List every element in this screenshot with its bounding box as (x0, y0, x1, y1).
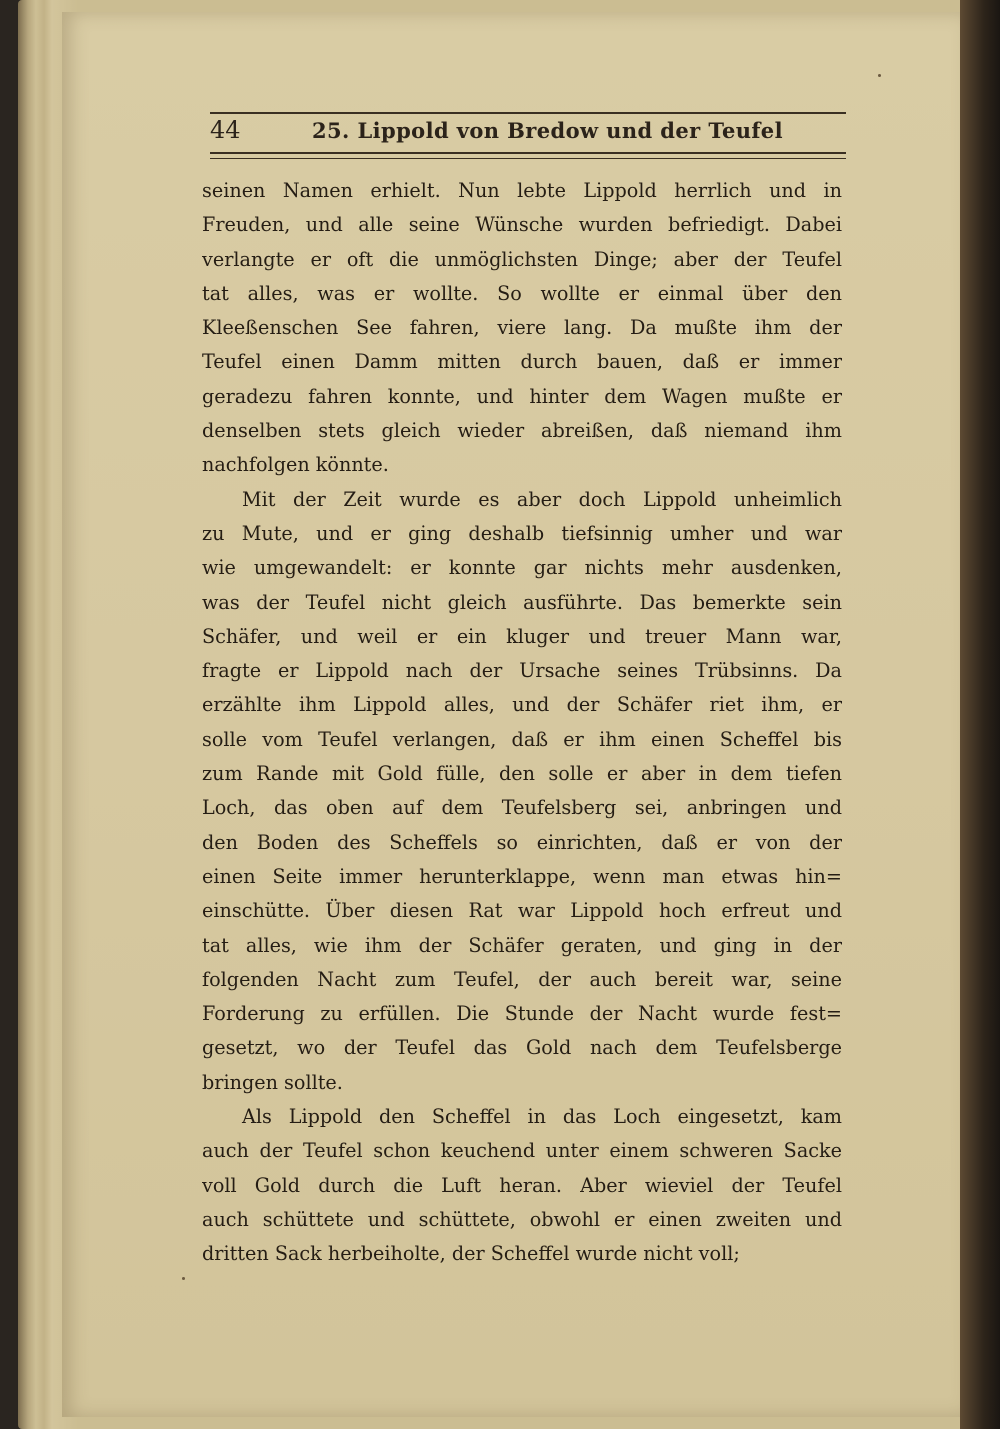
body-text (202, 174, 842, 1272)
paper-speck (878, 74, 881, 77)
paragraph (202, 483, 842, 1100)
running-header (210, 104, 846, 166)
page-number: 44 (210, 116, 241, 144)
text-line: seinen Namen erhielt. Nun lebte Lippold herrlich und in (202, 179, 842, 202)
header-rule-bottom-thin (210, 158, 846, 159)
text-line: wie umgewandelt: er konnte gar nichts mehr ausdenken, (202, 556, 842, 580)
text-line: denselben stets gleich wieder abreißen, daß niemand ihm (202, 419, 842, 443)
text-line: geradezu fahren konnte, und hinter dem Wagen mußte er (202, 384, 842, 408)
header-rule-top (210, 112, 846, 114)
text-line: erzählte ihm Lippold alles, und der Schäfer riet ihm, er (202, 693, 842, 717)
paragraph (202, 174, 842, 483)
text-line: Freuden, und alle seine Wünsche wurden befriedigt. Dabei (202, 213, 842, 237)
text-line: folgenden Nacht zum Teufel, der auch bereit war, seine (202, 967, 842, 991)
text-line: Kleeßenschen See fahren, viere lang. Da mußte ihm der (202, 316, 842, 340)
text-line: zum Rande mit Gold fülle, den solle er aber in dem tiefen (202, 762, 842, 786)
running-title: 25. Lippold von Bredow und der Teufel (312, 118, 783, 143)
text-line: Mit der Zeit wurde es aber doch Lippold unheimlich (242, 487, 842, 511)
text-line: auch der Teufel schon keuchend unter einem schweren Sacke (202, 1139, 842, 1163)
text-line: was der Teufel nicht gleich ausführte. Das bemerkte sein (202, 590, 842, 614)
text-line: nachfolgen könnte. (202, 453, 389, 477)
text-line: Teufel einen Damm mitten durch bauen, daß er immer (202, 350, 842, 374)
text-line: fragte er Lippold nach der Ursache seines Trübsinns. Da (202, 659, 842, 683)
text-line: auch schüttete und schüttete, obwohl er einen zweiten und (202, 1207, 842, 1231)
text-line: einschütte. Über diesen Rat war Lippold hoch erfreut und (202, 899, 842, 923)
text-line: zu Mute, und er ging deshalb tiefsinnig umher und war (202, 521, 842, 545)
paper-speck (182, 1277, 185, 1280)
header-rule-bottom (210, 152, 846, 154)
text-line: Forderung zu erfüllen. Die Stunde der Nacht wurde fest= (202, 1002, 842, 1026)
text-line: gesetzt, wo der Teufel das Gold nach dem Teufelsberge (202, 1036, 842, 1060)
book-binding-edge (960, 0, 1000, 1429)
text-line: verlangte er oft die unmöglichsten Dinge; aber der Teufel (202, 247, 842, 271)
text-line: Als Lippold den Scheffel in das Loch eingesetzt, kam (242, 1105, 842, 1129)
text-line: dritten Sack herbeiholte, der Scheffel wurde nicht voll; (202, 1242, 740, 1266)
text-line: voll Gold durch die Luft heran. Aber wieviel der Teufel (202, 1173, 842, 1197)
paragraph (202, 1100, 842, 1271)
text-line: einen Seite immer herunterklappe, wenn man etwas hin= (202, 864, 842, 888)
text-line: Loch, das oben auf dem Teufelsberg sei, anbringen und (202, 796, 842, 820)
text-line: den Boden des Scheffels so einrichten, daß er von der (202, 830, 842, 854)
text-line: tat alles, was er wollte. So wollte er einmal über den (202, 281, 842, 305)
text-line: tat alles, wie ihm der Schäfer geraten, und ging in der (202, 933, 842, 957)
text-line: Schäfer, und weil er ein kluger und treuer Mann war, (202, 624, 842, 648)
text-line: bringen sollte. (202, 1070, 343, 1094)
text-line: solle vom Teufel verlangen, daß er ihm einen Scheffel bis (202, 727, 842, 751)
